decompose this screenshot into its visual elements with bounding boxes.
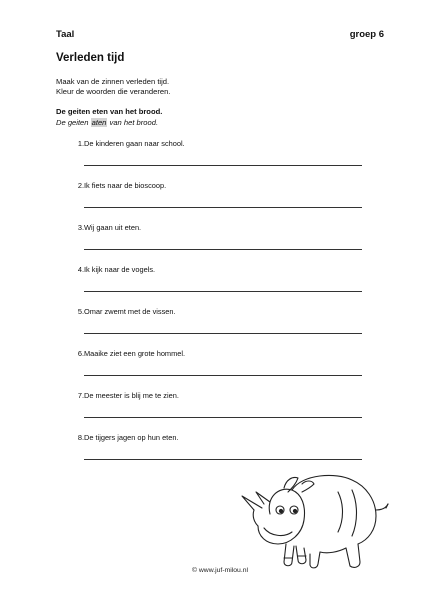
item-sentence: Wij gaan uit eten.	[84, 223, 142, 232]
exercise-item	[0, 391, 440, 431]
item-sentence: Ik fiets naar de bioscoop.	[84, 181, 167, 190]
answer-line[interactable]	[84, 333, 362, 334]
worksheet-title: Verleden tijd	[56, 52, 125, 64]
exercise-item	[0, 181, 440, 221]
answer-line[interactable]	[84, 291, 362, 292]
answer-line[interactable]	[84, 459, 362, 460]
item-sentence: De tijgers jagen op hun eten.	[84, 433, 179, 442]
rhino-illustration	[240, 470, 390, 578]
answer-line[interactable]	[84, 165, 362, 166]
exercise-item	[0, 307, 440, 347]
exercise-item	[0, 265, 440, 305]
example-sentence: De geiten eten van het brood.	[56, 107, 163, 116]
item-number: 8.	[77, 433, 84, 442]
item-sentence: Omar zwemt met de vissen.	[84, 307, 176, 316]
answer-line[interactable]	[84, 417, 362, 418]
item-number: 6.	[77, 349, 84, 358]
grade-label: groep 6	[349, 29, 384, 40]
example-answer	[56, 118, 158, 127]
example-answer-before: De geiten	[56, 118, 91, 127]
answer-line[interactable]	[84, 375, 362, 376]
item-sentence: Ik kijk naar de vogels.	[84, 265, 156, 274]
exercise-item	[0, 349, 440, 389]
exercise-item	[0, 139, 440, 179]
item-sentence: De kinderen gaan naar school.	[84, 139, 185, 148]
copyright-footer: © www.juf-milou.nl	[192, 567, 248, 574]
exercise-item	[0, 223, 440, 263]
item-number: 1.	[77, 139, 84, 148]
example-answer-after: van het brood.	[107, 118, 159, 127]
item-sentence: Maaike ziet een grote hommel.	[84, 349, 186, 358]
item-number: 5.	[77, 307, 84, 316]
answer-line[interactable]	[84, 249, 362, 250]
item-number: 4.	[77, 265, 84, 274]
item-sentence: De meester is blij me te zien.	[84, 391, 179, 400]
subject-label: Taal	[56, 29, 75, 40]
item-number: 2.	[77, 181, 84, 190]
item-number: 3.	[77, 223, 84, 232]
answer-line[interactable]	[84, 207, 362, 208]
example-highlighted-word: aten	[91, 118, 107, 127]
instruction-line-1: Maak van de zinnen verleden tijd.	[56, 77, 170, 86]
item-number: 7.	[77, 391, 84, 400]
exercise-item	[0, 433, 440, 473]
instruction-line-2: Kleur de woorden die veranderen.	[56, 87, 171, 96]
